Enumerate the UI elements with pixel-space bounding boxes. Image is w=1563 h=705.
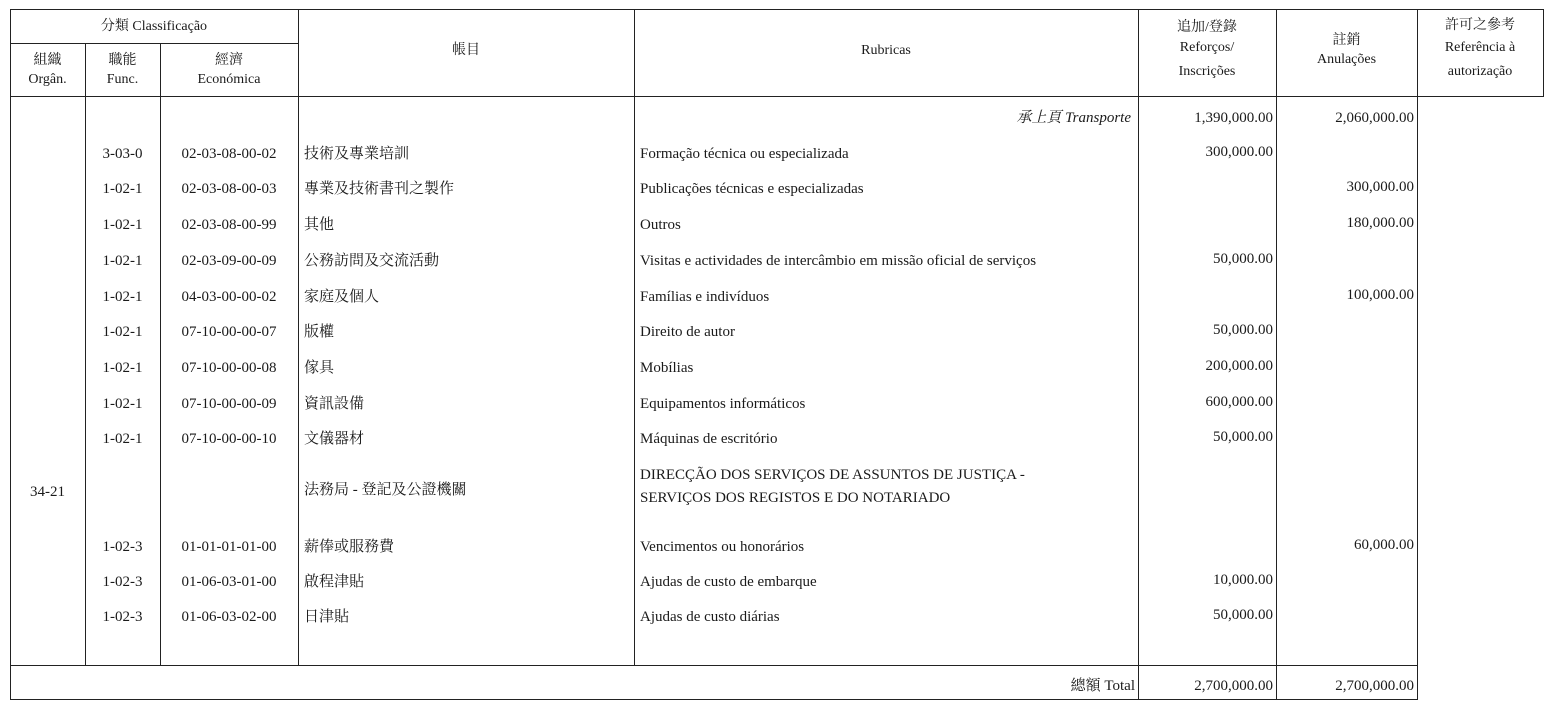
header-reforcos-zh: 追加/登錄: [1177, 20, 1237, 35]
column-divider: [1417, 9, 1418, 700]
row-zh-label: 專業及技術書刊之製作: [304, 181, 455, 197]
row-zh-label: 傢具: [304, 360, 335, 376]
header-subdivider: [10, 43, 298, 44]
row-pt-label: Ajudas de custo de embarque: [640, 574, 817, 590]
row-func: 1-02-1: [102, 289, 143, 305]
header-zhangmu: 帳目: [452, 43, 480, 58]
header-func-pt: Func.: [106, 72, 139, 87]
total-top-border: [10, 665, 1418, 666]
row-func: 3-03-0: [102, 146, 143, 162]
row-reforcos: 50,000.00: [1213, 429, 1273, 445]
column-divider: [1138, 9, 1139, 700]
header-econ-zh: 經濟: [215, 53, 243, 68]
header-ref-zh: 許可之參考: [1445, 18, 1515, 33]
row-zh-label: 薪俸或服務費: [304, 539, 395, 555]
row-pt-label: Formação técnica ou especializada: [640, 146, 849, 162]
row-func: 1-02-1: [102, 396, 143, 412]
table-bottom-border: [10, 699, 1418, 700]
header-rubricas: Rubricas: [861, 43, 911, 58]
table-top-border: [10, 9, 1543, 10]
header-organ-zh: 組織: [33, 53, 62, 68]
department-zh: 法務局 - 登記及公證機關: [304, 482, 467, 498]
row-pt-label: Máquinas de escritório: [640, 431, 778, 447]
column-divider: [160, 43, 161, 665]
row-econ: 02-03-08-00-03: [181, 181, 277, 197]
header-anulacoes-pt: Anulações: [1316, 52, 1377, 67]
row-pt-label: Mobílias: [640, 360, 694, 376]
row-zh-label: 家庭及個人: [304, 289, 380, 305]
table-left-border: [10, 9, 11, 700]
row-econ: 02-03-08-00-99: [181, 217, 277, 233]
row-reforcos: 50,000.00: [1213, 322, 1273, 338]
row-econ: 04-03-00-00-02: [181, 289, 277, 305]
total-label: 總額 Total: [1070, 678, 1135, 694]
row-pt-label: Publicações técnicas e especializadas: [640, 181, 864, 197]
row-func: 1-02-1: [102, 217, 143, 233]
row-reforcos: 50,000.00: [1213, 607, 1273, 623]
row-econ: 01-06-03-02-00: [181, 609, 277, 625]
row-func: 1-02-3: [102, 574, 143, 590]
row-zh-label: 公務訪問及交流活動: [304, 253, 440, 269]
row-econ: 01-06-03-01-00: [181, 574, 277, 590]
column-divider: [298, 9, 299, 665]
row-econ: 07-10-00-00-08: [181, 360, 277, 376]
row-reforcos: 300,000.00: [1205, 144, 1273, 160]
row-pt-label: Ajudas de custo diárias: [640, 609, 780, 625]
header-anulacoes-zh: 註銷: [1332, 33, 1361, 48]
row-func: 1-02-1: [102, 360, 143, 376]
row-econ: 07-10-00-00-10: [181, 431, 277, 447]
total-anulacoes: 2,700,000.00: [1335, 678, 1414, 694]
header-ref-pt2: autorização: [1447, 64, 1513, 79]
header-classificacao: 分類 Classificação: [100, 19, 208, 34]
table-right-border: [1543, 9, 1544, 97]
column-divider: [634, 9, 635, 665]
row-zh-label: 技術及專業培訓: [304, 146, 410, 162]
row-anulacoes: 180,000.00: [1346, 215, 1414, 231]
row-reforcos: 600,000.00: [1205, 394, 1273, 410]
header-reforcos-pt2: Inscrições: [1178, 64, 1236, 79]
transporte-label: 承上頁 Transporte: [1016, 110, 1131, 126]
header-ref-pt1: Referência à: [1444, 40, 1516, 55]
column-divider: [1276, 9, 1277, 700]
transporte-reforcos: 1,390,000.00: [1194, 110, 1273, 126]
row-econ: 02-03-08-00-02: [181, 146, 277, 162]
row-zh-label: 日津貼: [304, 609, 350, 625]
header-func-zh: 職能: [108, 53, 137, 68]
row-func: 1-02-3: [102, 609, 143, 625]
row-pt-label: Vencimentos ou honorários: [640, 539, 805, 555]
department-pt-line2: SERVIÇOS DOS REGISTOS E DO NOTARIADO: [640, 490, 951, 506]
row-anulacoes: 60,000.00: [1354, 537, 1414, 553]
row-func: 1-02-1: [102, 431, 143, 447]
row-pt-label: Famílias e indivíduos: [640, 289, 770, 305]
transporte-anulacoes: 2,060,000.00: [1335, 110, 1414, 126]
row-anulacoes: 100,000.00: [1346, 287, 1414, 303]
row-zh-label: 版權: [304, 324, 335, 340]
row-reforcos: 50,000.00: [1213, 251, 1273, 267]
row-pt-label: Direito de autor: [640, 324, 735, 340]
row-zh-label: 其他: [304, 217, 335, 233]
header-organ-pt: Orgân.: [28, 72, 67, 87]
row-zh-label: 文儀器材: [304, 431, 365, 447]
row-pt-label: Visitas e actividades de intercâmbio em missão oficial de serviços: [640, 253, 1037, 269]
row-reforcos: 10,000.00: [1213, 572, 1273, 588]
row-func: 1-02-1: [102, 181, 143, 197]
organ-code: 34-21: [30, 484, 65, 500]
row-econ: 07-10-00-00-07: [181, 324, 277, 340]
row-econ: 02-03-09-00-09: [181, 253, 277, 269]
row-zh-label: 啟程津貼: [304, 574, 365, 590]
row-econ: 01-01-01-01-00: [181, 539, 277, 555]
row-pt-label: Outros: [640, 217, 681, 233]
row-func: 1-02-1: [102, 324, 143, 340]
row-anulacoes: 300,000.00: [1346, 179, 1414, 195]
header-reforcos-pt1: Reforços/: [1179, 40, 1235, 55]
row-func: 1-02-3: [102, 539, 143, 555]
header-econ-pt: Económica: [197, 72, 261, 87]
row-func: 1-02-1: [102, 253, 143, 269]
column-divider: [85, 43, 86, 665]
row-zh-label: 資訊設備: [304, 396, 365, 412]
total-reforcos: 2,700,000.00: [1194, 678, 1273, 694]
row-reforcos: 200,000.00: [1205, 358, 1273, 374]
department-pt-line1: DIRECÇÃO DOS SERVIÇOS DE ASSUNTOS DE JUSTIÇA -: [640, 467, 1025, 483]
row-econ: 07-10-00-00-09: [181, 396, 277, 412]
row-pt-label: Equipamentos informáticos: [640, 396, 806, 412]
header-bottom-border: [10, 96, 1543, 97]
